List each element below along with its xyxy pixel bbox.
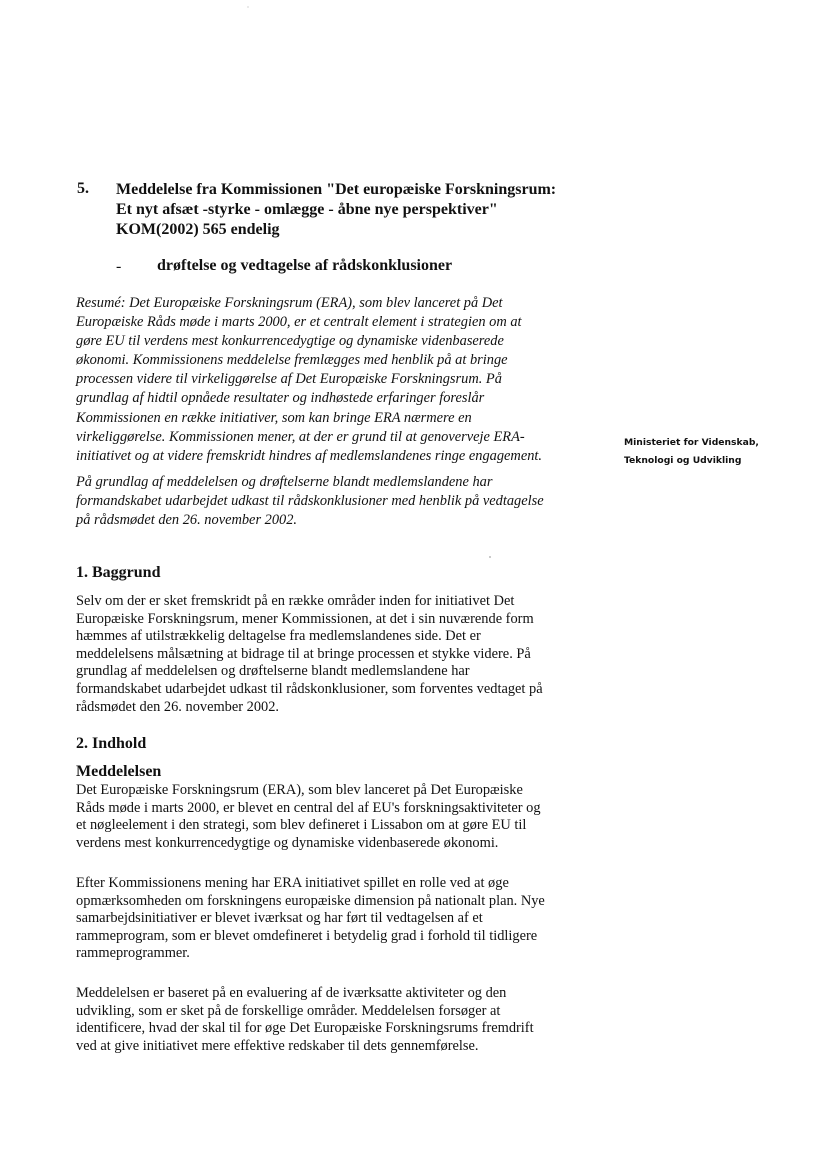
paragraph-line: rammeprogrammer. <box>76 945 190 962</box>
resume-line: virkeliggørelse. Kommissionen mener, at der er grund til at genoverveje ERA- <box>76 428 525 445</box>
title-line: Et nyt afsæt -styrke - omlægge - åbne nye perspektiver" <box>116 201 498 218</box>
paragraph-line: Selv om der er sket fremskridt på en række områder inden for initiativet Det <box>76 593 515 609</box>
resume-line: grundlag af hidtil opnåede resultater og indhøstede erfaringer foreslår <box>76 390 485 407</box>
resume-line: økonomi. Kommissionens meddelelse fremlægges med henblik på at bringe <box>76 352 508 369</box>
resume-line: Europæiske Råds møde i marts 2000, er et centralt element i strategien om at <box>76 314 522 331</box>
section2-paragraph-3 <box>76 985 596 1055</box>
section2-paragraph-2 <box>76 875 596 963</box>
paragraph-line: grundlag af meddelelsen og drøftelserne blandt medlemslandene har <box>76 663 470 680</box>
resume-line: Kommissionen en række initiativer, som kan bringe ERA nærmere en <box>76 409 472 426</box>
resume-line: Resumé: Det Europæiske Forskningsrum (ERA), som blev lanceret på Det <box>76 295 503 311</box>
subheading-meddelelsen: Meddelelsen <box>76 763 162 780</box>
paragraph-line: rådsmødet den 26. november 2002. <box>76 698 280 715</box>
paragraph-line: Råds møde i marts 2000, er blevet en central del af EU's forskningsaktiviteter og <box>76 799 541 816</box>
subtitle-dash: - <box>116 258 122 275</box>
paragraph-line: hæmmes af utilstrækkelig deltagelse fra medlemslandenes side. Det er <box>76 628 481 645</box>
resume-paragraph <box>76 294 596 466</box>
paragraph-line: formandskabet udarbejdet udkast til rådskonklusioner, som forventes vedtaget på <box>76 680 543 697</box>
section1-paragraph <box>76 593 596 716</box>
side-note-line: Teknologi og Udvikling <box>624 455 742 466</box>
scan-speck <box>489 556 491 558</box>
paragraph-line: Det Europæiske Forskningsrum (ERA), som blev lanceret på Det Europæiske <box>76 782 523 798</box>
section-heading-baggrund: 1. Baggrund <box>76 564 161 581</box>
ministry-side-note <box>624 434 759 470</box>
paragraph-line: meddelelsens målsætning at bidrage til at bringe processen et stykke videre. På <box>76 645 531 662</box>
agenda-item-title <box>116 180 616 240</box>
conclusion-line: formandskabet udarbejdet udkast til rådskonklusioner med henblik på vedtagelse <box>76 493 544 510</box>
scan-speck <box>247 6 249 8</box>
conclusion-paragraph <box>76 473 596 530</box>
resume-line: processen videre til virkeliggørelse af Det Europæiske Forskningsrum. På <box>76 371 502 388</box>
section-heading-indhold: 2. Indhold <box>76 735 147 752</box>
title-line: Meddelelse fra Kommissionen "Det europæiske Forskningsrum: <box>116 181 557 198</box>
paragraph-line: ved at give initiativet mere effektive redskaber til dets gennemførelse. <box>76 1037 479 1054</box>
conclusion-line: på rådsmødet den 26. november 2002. <box>76 512 298 529</box>
resume-line: gøre EU til verdens mest konkurrencedygtige og dynamiske videnbaserede <box>76 333 504 350</box>
paragraph-line: udvikling, som er sket på de forskellige områder. Meddelelsen forsøger at <box>76 1002 501 1019</box>
paragraph-line: opmærksomheden om forskningens europæiske dimension på nationalt plan. Nye <box>76 892 545 909</box>
agenda-item-subtitle: drøftelse og vedtagelse af rådskonklusioner <box>157 257 453 274</box>
paragraph-line: samarbejdsinitiativer er blevet iværksat og har ført til vedtagelsen af et <box>76 910 483 927</box>
paragraph-line: Europæiske Forskningsrum, mener Kommissionen, at det i sin nuværende form <box>76 610 534 627</box>
paragraph-line: identificere, hvad der skal til for øge Det Europæiske Forskningsrums fremdrift <box>76 1020 534 1037</box>
side-note-line: Ministeriet for Videnskab, <box>624 437 759 448</box>
conclusion-line: På grundlag af meddelelsen og drøftelserne blandt medlemslandene har <box>76 474 493 490</box>
paragraph-line: et nøgleelement i den strategi, som blev defineret i Lissabon om at gøre EU til <box>76 817 527 834</box>
section2-paragraph-1 <box>76 782 596 852</box>
paragraph-line: Meddelelsen er baseret på en evaluering af de iværksatte aktiviteter og den <box>76 985 507 1001</box>
resume-line: initiativet og at videre fremskridt hindres af medlemslandenes ringe engagement. <box>76 447 543 464</box>
title-line: KOM(2002) 565 endelig <box>116 221 280 238</box>
agenda-item-number: 5. <box>77 180 89 197</box>
paragraph-line: rammeprogram, som er blevet omdefineret i betydelig grad i forhold til tidligere <box>76 927 538 944</box>
paragraph-line: verdens mest konkurrencedygtige og dynamiske videnbaserede økonomi. <box>76 834 499 851</box>
paragraph-line: Efter Kommissionens mening har ERA initiativet spillet en rolle ved at øge <box>76 875 509 891</box>
